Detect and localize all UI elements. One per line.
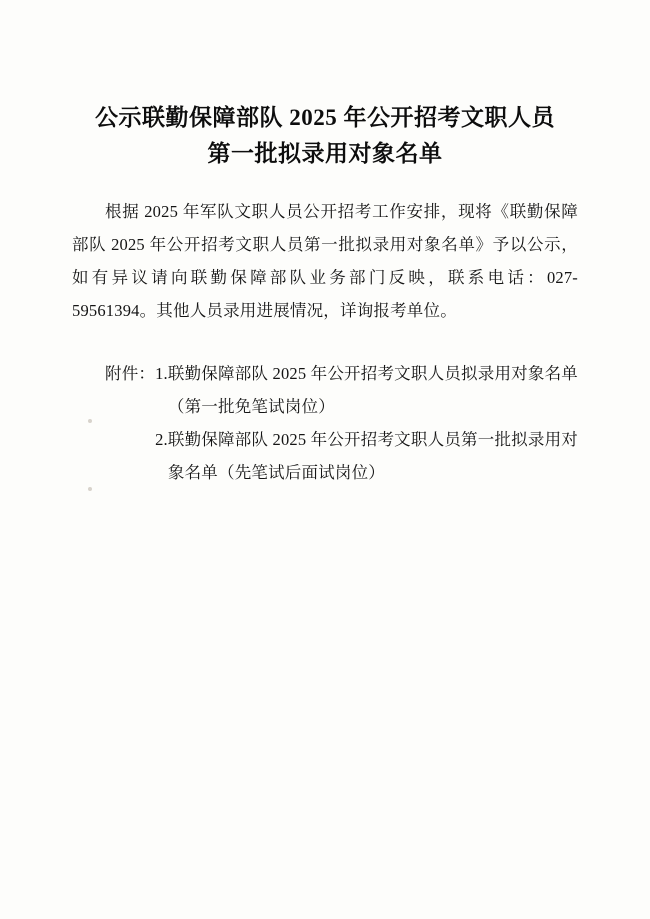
attachment-label: 附件：	[105, 364, 156, 384]
attachment-item-text: 联勤保障部队 2025 年公开招考文职人员拟录用对象名单（第一批免笔试岗位）	[167, 364, 578, 417]
attachment-item-number: 2.	[155, 430, 168, 450]
page-speck-mark-lower	[88, 487, 92, 491]
attachment-section	[0, 327, 650, 489]
list-item	[155, 423, 578, 489]
attachment-item-number: 1.	[155, 364, 168, 384]
page-title-line-1: 公示联勤保障部队 2025 年公开招考文职人员	[95, 105, 555, 130]
body-text	[0, 171, 650, 327]
attachment-item-text: 联勤保障部队 2025 年公开招考文职人员第一批拟录用对象名单（先笔试后面试岗位）	[167, 430, 578, 483]
attachment-list	[155, 357, 578, 489]
page-speck-mark-upper	[88, 419, 92, 423]
page-title	[0, 0, 650, 171]
attachment-row	[72, 357, 578, 489]
paragraph-1: 根据 2025 年军队文职人员公开招考工作安排，现将《联勤保障部队 2025 年公开招考文职人员第一批拟录用对象名单》予以公示，如有异议请向联勤保障部队业务部门反映，联系电话：027-59561394。其他人员录用进展情况，详询报考单位。	[72, 202, 578, 321]
page-title-line-2: 第一批拟录用对象名单	[207, 140, 443, 166]
list-item	[155, 357, 578, 423]
